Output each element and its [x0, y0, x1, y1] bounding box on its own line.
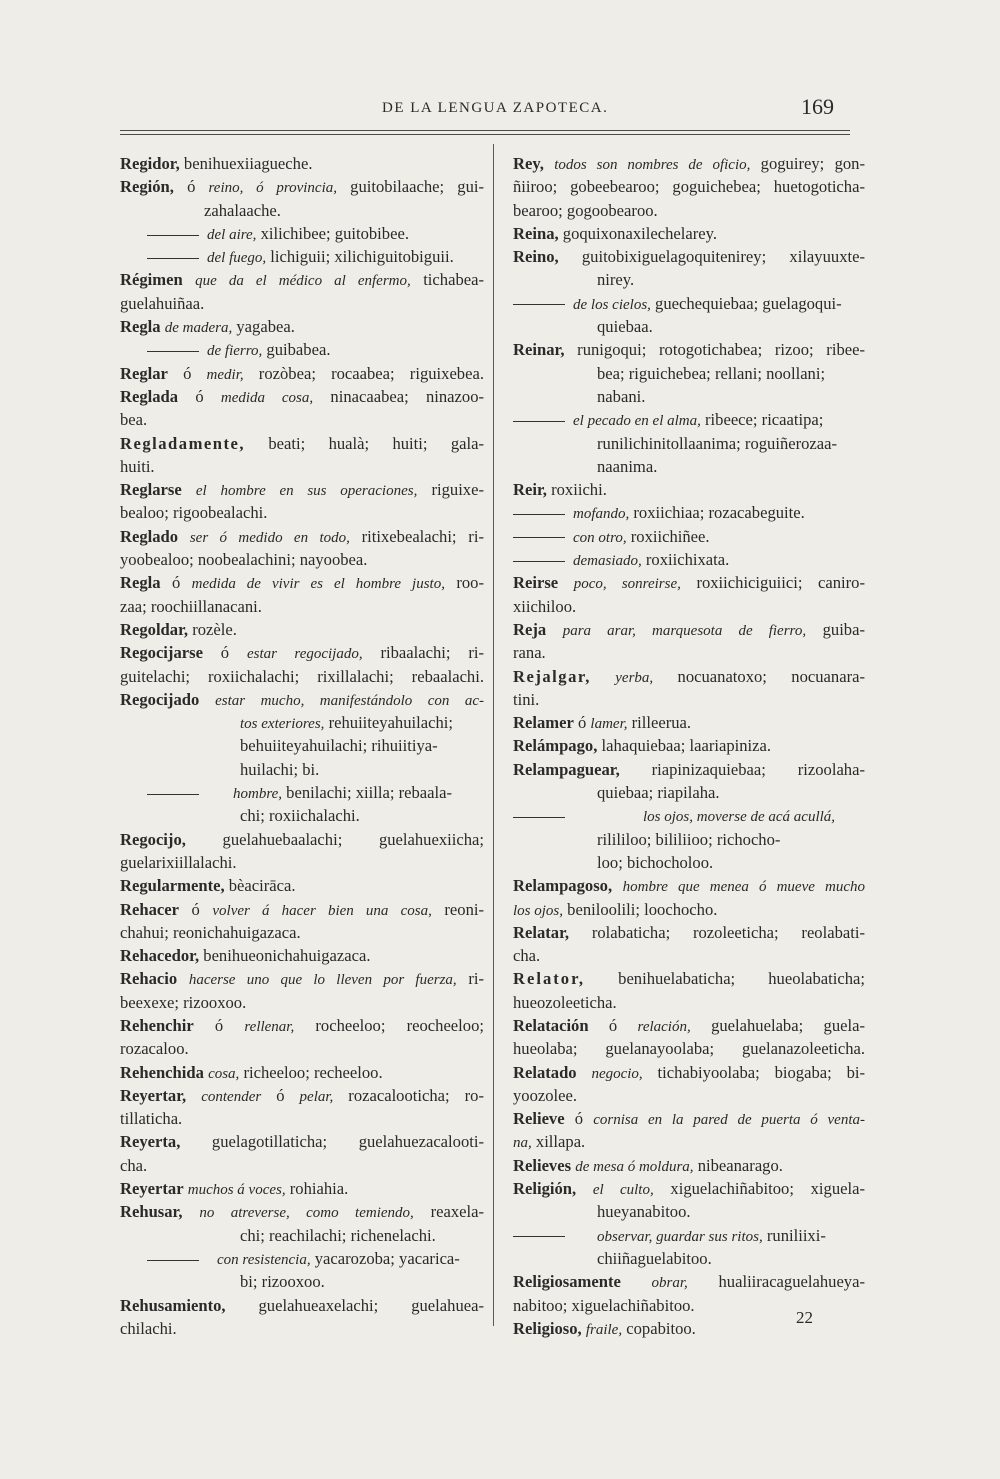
entry-line: cha. [513, 946, 541, 966]
entry-line: tos exteriores, rehuiiteyahuilachi; [240, 713, 453, 733]
right-column [513, 152, 865, 1340]
entry-line: Reyertar, contender ó pelar, rozacalooticha; ro- [120, 1085, 484, 1105]
entry-line: demasiado, roxiichixata. [513, 548, 865, 571]
entry-line: bi; rizooxoo. [240, 1272, 325, 1292]
entry-line: Regocijo, guelahuebaalachi; guelahuexiicha; [120, 829, 484, 849]
entry-line: los ojos, beniloolili; loochocho. [513, 899, 718, 919]
entry-line: Relatar, rolabaticha; rozoleeticha; reolabati- [513, 922, 865, 942]
entry-line: del aire, xilichibee; guitobibee. [120, 222, 484, 245]
entry-line: rilililoo; bililiioo; richocho- [597, 829, 781, 849]
left-column [120, 152, 484, 1340]
entry-line: beexexe; rizooxoo. [120, 992, 247, 1012]
entry-line: Relator, benihuelabaticha; hueolabaticha; [513, 969, 865, 989]
entry-line: rana. [513, 643, 546, 663]
signature-mark: 22 [796, 1308, 813, 1327]
entry-line: nabani. [597, 386, 646, 406]
entry-line: rozacaloo. [120, 1039, 189, 1059]
entry-line: naanima. [597, 456, 658, 476]
entry-line: Reinar, runigoqui; rotogotichabea; rizoo; ribee- [513, 340, 865, 360]
entry-line: guelarixiillalachi. [120, 852, 237, 872]
entry-line: chiiñaguelabitoo. [597, 1248, 712, 1268]
entry-line: runilichinitollaanima; roguiñerozaa- [597, 433, 838, 453]
entry-line: de fierro, guibabea. [120, 338, 484, 361]
entry-line: Reirse poco, sonreirse, roxiichiciguiici; caniro- [513, 573, 865, 593]
entry-line: guelahuiñaa. [120, 293, 205, 313]
entry-line: Religión, el culto, xiguelachiñabitoo; xiguela- [513, 1179, 865, 1199]
entry-line: Reyerta, guelagotillaticha; guelahuezacalooti- [120, 1132, 484, 1152]
entry-line: Rehenchida cosa, richeeloo; recheeloo. [120, 1062, 383, 1082]
entry-line: chi; reachilachi; richenelachi. [240, 1225, 436, 1245]
entry-line: bealoo; rigoobealachi. [120, 503, 268, 523]
entry-line: Religioso, fraile, copabitoo. [513, 1318, 696, 1338]
entry-line: Reglarse el hombre en sus operaciones, riguixe- [120, 480, 484, 500]
entry-line: xiichiloo. [513, 596, 577, 616]
entry-line: Reglar ó medir, rozòbea; rocaabea; riguixebea. [120, 363, 484, 383]
entry-line: Regidor, benihuexiiagueche. [120, 154, 313, 173]
entry-line: chahui; reonichahuigazaca. [120, 922, 301, 942]
entry-line: Relatación ó relación, guelahuelaba; guela- [513, 1015, 865, 1035]
entry-line: Rehacer ó volver á hacer bien una cosa, reoni- [120, 899, 484, 919]
entry-line: tini. [513, 689, 540, 709]
entry-line: na, xillapa. [513, 1132, 586, 1152]
entry-line: hombre, benilachi; xiilla; rebaala- [120, 781, 484, 804]
entry-line: Regocijarse ó estar regocijado, ribaalachi; ri- [120, 643, 484, 663]
entry-line: loo; bichocholoo. [597, 852, 714, 872]
entry-line: Regoldar, rozèle. [120, 619, 237, 639]
entry-line: Rehusar, no atreverse, como temiendo, reaxela- [120, 1202, 484, 1222]
entry-line: bea. [120, 410, 148, 430]
entry-line: yoobealoo; noobealachini; nayoobea. [120, 550, 368, 570]
entry-line: zaa; roochiillanacani. [120, 596, 262, 616]
entry-line: ñiiroo; gobeebearoo; goguichebea; huetogoticha- [513, 177, 865, 197]
entry-line: con otro, roxiichiñee. [513, 525, 865, 548]
entry-line: Relieve ó cornisa en la pared de puerta ó venta- [513, 1109, 866, 1129]
entry-line: Relatado negocio, tichabiyoolaba; biogaba; bi- [513, 1062, 865, 1082]
entry-line: Relampagoso, hombre que menea ó mueve mucho [513, 876, 865, 896]
entry-line: los ojos, moverse de acá acullá, [513, 804, 865, 827]
header-rule-double [120, 134, 850, 135]
entry-line: Reina, goquixonaxilechelarey. [513, 223, 717, 243]
entry-line: Regladamente, beati; hualà; huiti; gala- [120, 433, 484, 453]
entry-line: tillaticha. [120, 1109, 183, 1129]
running-title: DE LA LENGUA ZAPOTECA. [382, 100, 609, 116]
entry-line: guitelachi; roxiichalachi; rixillalachi; rebaalachi. [120, 666, 484, 686]
entry-line: Región, ó reino, ó provincia, guitobilaache; gui- [120, 177, 485, 197]
entry-line: cha. [120, 1155, 148, 1175]
entry-line: Rehusamiento, guelahueaxelachi; guelahuea- [120, 1295, 484, 1315]
entry-line: yoozolee. [513, 1085, 578, 1105]
entry-line: Rehacedor, benihueonichahuigazaca. [120, 946, 371, 966]
entry-line: chi; roxiichalachi. [240, 806, 360, 826]
entry-line: Regocijado estar mucho, manifestándolo con ac- [120, 689, 484, 709]
entry-line: Relámpago, lahaquiebaa; laariapiniza. [513, 736, 772, 756]
entry-line: Reja para arar, marquesota de fierro, guiba- [513, 619, 865, 639]
entry-line: chilachi. [120, 1318, 177, 1338]
entry-line: Relampaguear, riapinizaquiebaa; rizoolaha- [513, 759, 865, 779]
entry-line: Rejalgar, yerba, nocuanatoxo; nocuanara- [513, 666, 865, 686]
entry-line: Rehacio hacerse uno que lo lleven por fuerza, ri- [120, 969, 484, 989]
entry-line: Regularmente, bèacirāca. [120, 876, 296, 896]
entry-line: huiti. [120, 456, 155, 476]
entry-line: Reglado ser ó medido en todo, ritixebealachi; ri- [120, 526, 484, 546]
entry-line: zahalaache. [204, 200, 281, 220]
entry-line: hueozoleeticha. [513, 992, 617, 1012]
entry-line: huilachi; bi. [240, 759, 320, 779]
entry-line: mofando, roxiichiaa; rozacabeguite. [513, 501, 865, 524]
entry-line: del fuego, lichiguii; xilichiguitobiguii. [120, 245, 484, 268]
entry-line: quiebaa; riapilaha. [597, 783, 720, 803]
entry-line: nabitoo; xiguelachiñabitoo. [513, 1295, 695, 1315]
page-number: 169 [801, 94, 834, 119]
header-rule [120, 130, 850, 131]
entry-line: Regla ó medida de vivir es el hombre justo, roo- [120, 573, 484, 593]
entry-line: Relamer ó lamer, rilleerua. [513, 713, 692, 733]
entry-line: Regla de madera, yagabea. [120, 317, 295, 337]
entry-line: Reir, roxiichi. [513, 480, 607, 500]
entry-line: behuiiteyahuilachi; rihuiitiya- [240, 736, 438, 756]
entry-line: Relieves de mesa ó moldura, nibeanarago. [513, 1155, 783, 1175]
entry-line: bearoo; gogoobearoo. [513, 200, 658, 220]
entry-line: Régimen que da el médico al enfermo, tichabea- [120, 270, 484, 290]
entry-line: quiebaa. [597, 317, 653, 337]
entry-line: Reino, guitobixiguelagoquitenirey; xilayuuxte- [513, 247, 865, 267]
entry-line: Religiosamente obrar, hualiiracaguelahueya- [513, 1272, 865, 1292]
entry-line: Reyertar muchos á voces, rohiahia. [120, 1179, 349, 1199]
entry-line: con resistencia, yacarozoba; yacarica- [120, 1247, 484, 1270]
entry-line: bea; riguichebea; rellani; noollani; [597, 363, 826, 383]
entry-line: Reglada ó medida cosa, ninacaabea; ninazoo- [120, 386, 485, 406]
page-header [120, 96, 832, 120]
column-divider [493, 144, 494, 1326]
entry-line: hueyanabitoo. [597, 1202, 691, 1222]
entry-line: nirey. [597, 270, 635, 290]
entry-line: el pecado en el alma, ribeece; ricaatipa; [513, 408, 865, 431]
entry-line: hueolaba; guelanayoolaba; guelanazoleeticha. [513, 1039, 865, 1059]
entry-line: de los cielos, guechequiebaa; guelagoqui- [513, 292, 865, 315]
entry-line: observar, guardar sus ritos, runiliixi- [513, 1224, 865, 1247]
entry-line: Rey, todos son nombres de oficio, goguirey; gon- [513, 154, 865, 173]
entry-line: Rehenchir ó rellenar, rocheeloo; reocheeloo; [120, 1015, 484, 1035]
